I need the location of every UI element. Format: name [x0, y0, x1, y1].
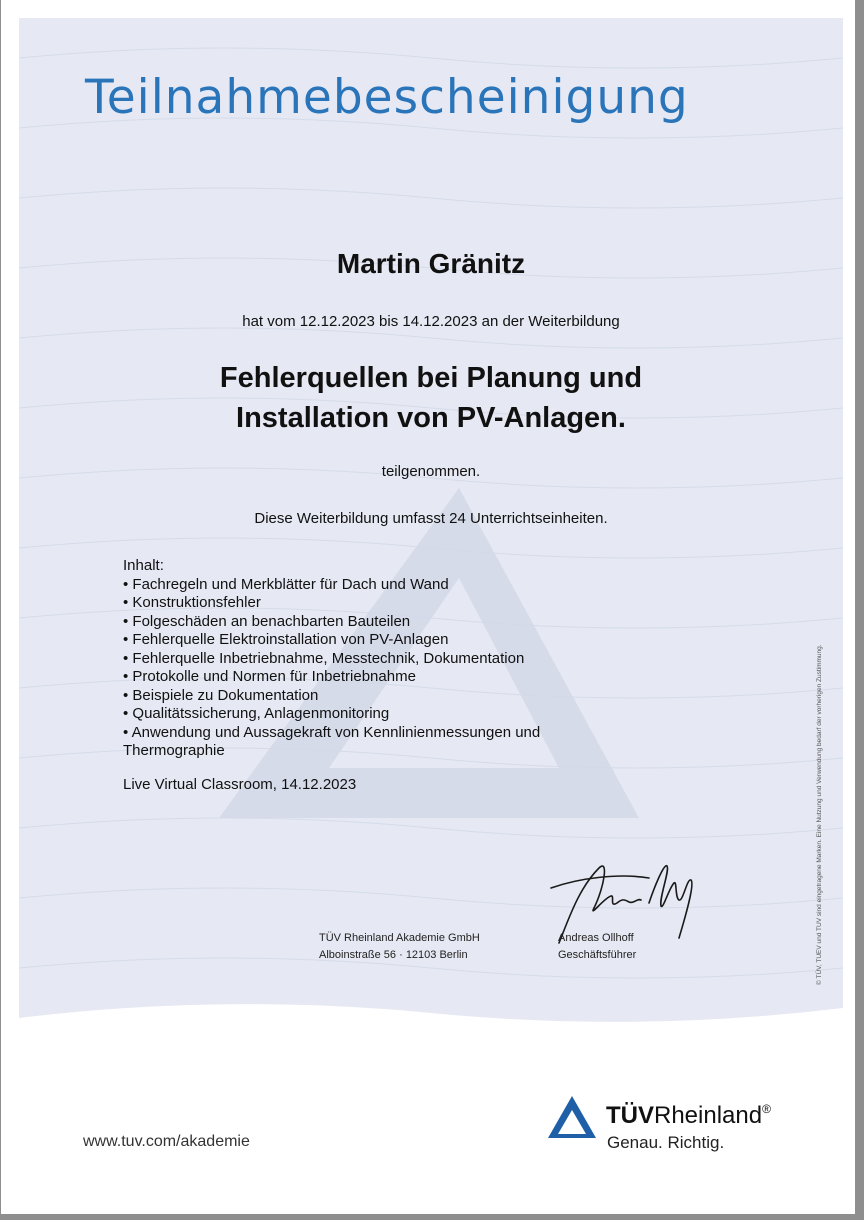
registered-mark: ® [762, 1102, 771, 1116]
triangle-logo-icon [546, 1094, 598, 1140]
brand-name [606, 1102, 771, 1130]
content-item: • Fehlerquelle Elektroinstallation von PV-Anlagen [123, 631, 540, 650]
content-item: • Anwendung und Aussagekraft von Kennlinienmessungen und [123, 724, 540, 743]
course-title-line: Fehlerquellen bei Planung und [219, 362, 643, 394]
issuer-organization [319, 930, 480, 964]
certificate-page [1, 0, 855, 1214]
tuv-rheinland-logo [546, 1090, 826, 1160]
content-item: • Protokolle und Normen für Inbetriebnahme [123, 668, 540, 687]
location-date: Live Virtual Classroom, 14.12.2023 [123, 776, 357, 793]
trademark-note: © TÜV, TUEV und TUV sind eingetragene Marken. Eine Nutzung und Verwendung bedarf der vorherigen Zustimmung. [816, 644, 823, 985]
content-item: • Konstruktionsfehler [123, 594, 540, 613]
content-item: • Fehlerquelle Inbetriebnahme, Messtechnik, Dokumentation [123, 650, 540, 669]
signer-block [558, 930, 636, 964]
attended-text: teilgenommen. [381, 463, 481, 480]
participant-name: Martin Gränitz [336, 248, 526, 279]
period-text: hat vom 12.12.2023 bis 14.12.2023 an der Weiterbildung [242, 313, 620, 330]
org-name: TÜV Rheinland Akademie GmbH [319, 932, 480, 944]
brand-slogan: Genau. Richtig. [607, 1133, 725, 1152]
content-item: • Beispiele zu Dokumentation [123, 687, 540, 706]
course-title-line: Installation von PV-Anlagen. [236, 402, 626, 434]
content-section [123, 557, 540, 761]
website-url: www.tuv.com/akademie [83, 1133, 250, 1150]
signer-name: Andreas Ollhoff [558, 932, 634, 944]
content-item-continuation: Thermographie [123, 742, 225, 759]
units-text: Diese Weiterbildung umfasst 24 Unterrichtseinheiten. [254, 510, 608, 527]
content-item: • Qualitätssicherung, Anlagenmonitoring [123, 705, 540, 724]
course-title [19, 358, 843, 438]
brand-bold: TÜV [606, 1102, 654, 1129]
background-band [19, 18, 843, 1038]
content-heading: Inhalt: [123, 557, 164, 574]
brand-regular: Rheinland [654, 1102, 763, 1129]
signer-role: Geschäftsführer [558, 949, 637, 961]
org-address: Alboinstraße 56 · 12103 Berlin [319, 949, 468, 961]
content-item: • Fachregeln und Merkblätter für Dach und Wand [123, 576, 540, 595]
certificate-title: Teilnahmebescheinigung [85, 70, 689, 125]
content-item: • Folgeschäden an benachbarten Bauteilen [123, 613, 540, 632]
